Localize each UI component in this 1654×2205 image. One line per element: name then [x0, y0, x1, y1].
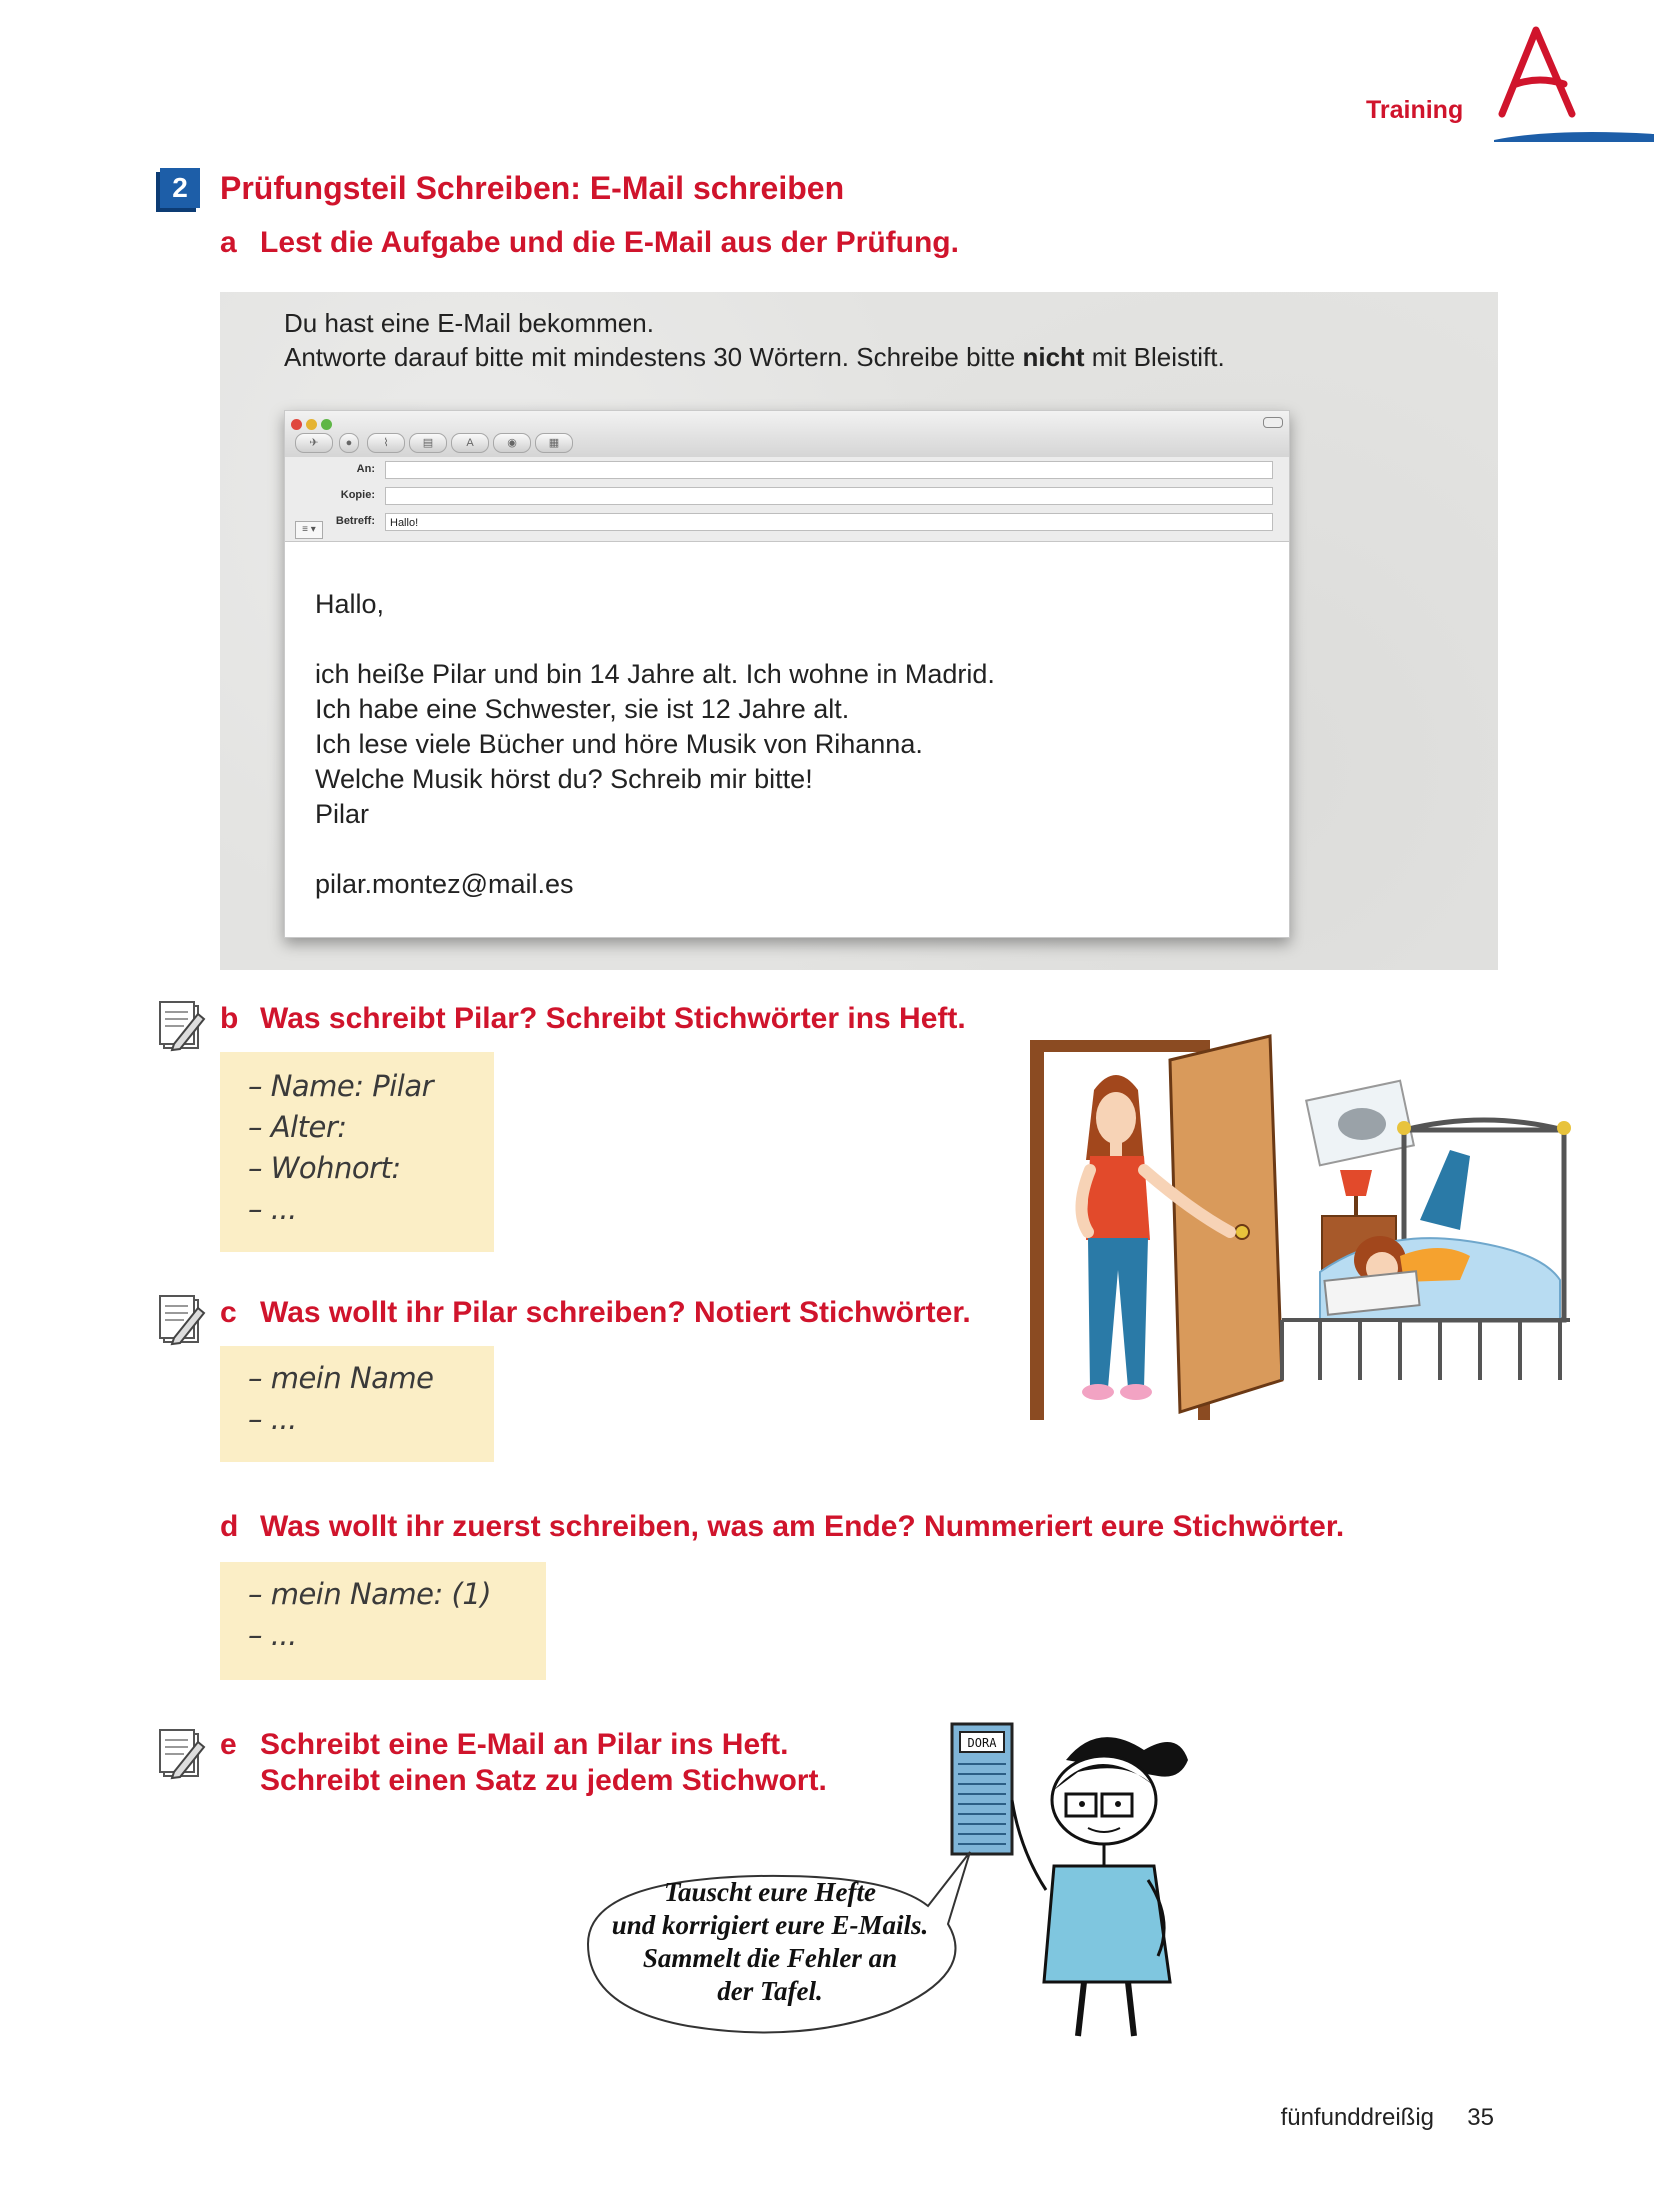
email-line: Hallo,: [315, 589, 385, 619]
email-line: [315, 832, 995, 867]
font-icon[interactable]: A: [451, 433, 489, 453]
instruction-line-2: [284, 342, 1225, 373]
page-number-word: fünfunddreißig: [1280, 2104, 1434, 2131]
notes-b: [248, 1066, 433, 1230]
unit-letter-logo: [1492, 22, 1582, 122]
zoom-window-icon[interactable]: [321, 419, 332, 430]
instruction-emphasis: nicht: [1022, 342, 1085, 372]
email-line: Pilar: [315, 799, 370, 829]
subtask-c-text: Was wollt ihr Pilar schreiben? Notiert Stichwörter.: [260, 1296, 971, 1329]
bubble-line: Tauscht eure Hefte: [664, 1877, 876, 1907]
minimize-window-icon[interactable]: [306, 419, 317, 430]
note-line: – ...: [248, 1402, 297, 1436]
subtask-c-letter: c: [220, 1296, 237, 1329]
email-line: [315, 622, 995, 657]
subtask-a-letter: a: [220, 226, 237, 259]
dora-character: [948, 1720, 1224, 2040]
email-line: Ich habe eine Schwester, sie ist 12 Jahre alt.: [315, 694, 850, 724]
instruction-line-1: Du hast eine E-Mail bekommen.: [284, 308, 654, 338]
subject-field[interactable]: Hallo!: [385, 513, 1273, 531]
note-line: – Alter:: [248, 1110, 347, 1144]
to-field[interactable]: [385, 461, 1273, 479]
page-number: 35: [1467, 2104, 1494, 2131]
header-stripe: [1494, 128, 1654, 142]
send-icon[interactable]: ✈: [295, 433, 333, 453]
header-menu-button[interactable]: ≡ ▾: [295, 521, 323, 539]
note-line: – Name: Pilar: [248, 1069, 434, 1103]
email-window: [284, 410, 1290, 938]
email-header-fields: [285, 457, 1289, 542]
notebook-pencil-icon: [158, 1000, 208, 1052]
task-title: Prüfungsteil Schreiben: E-Mail schreiben: [220, 170, 845, 206]
subject-label: Betreff:: [335, 515, 375, 527]
email-body: [315, 587, 995, 902]
subtask-b-text: Was schreibt Pilar? Schreibt Stichwörter ins Heft.: [260, 1002, 966, 1035]
instruction-line-2-start: Antworte darauf bitte mit mindestens 30 Wörtern. Schreibe bitte: [284, 342, 1023, 372]
task-number-badge: 2: [160, 168, 200, 208]
bubble-line: und korrigiert eure E-Mails.: [611, 1910, 929, 1940]
colors-icon[interactable]: ◉: [493, 433, 531, 453]
subtask-e-text-1: Schreibt eine E-Mail an Pilar ins Heft.: [260, 1728, 789, 1761]
subtask-e-letter: e: [220, 1728, 237, 1761]
close-window-icon[interactable]: [291, 419, 302, 430]
notes-d: [248, 1574, 491, 1656]
attach-icon[interactable]: ⌇: [367, 433, 405, 453]
unit-letter: A: [1537, 82, 1538, 83]
bubble-line: Sammelt die Fehler an: [642, 1943, 898, 1973]
address-icon[interactable]: ▤: [409, 433, 447, 453]
email-line: pilar.montez@mail.es: [315, 869, 574, 899]
photo-browser-icon[interactable]: ▦: [535, 433, 573, 453]
instruction-line-2-end: mit Bleistift.: [1084, 342, 1225, 372]
to-label: An:: [356, 463, 375, 475]
email-toolbar: [285, 411, 1289, 458]
cc-field[interactable]: [385, 487, 1273, 505]
subtask-e-text-2: Schreibt einen Satz zu jedem Stichwort.: [260, 1764, 827, 1797]
notebook-pencil-icon: [158, 1294, 208, 1346]
notebook-pencil-icon: [158, 1728, 208, 1780]
subtask-a-text: Lest die Aufgabe und die E-Mail aus der Prüfung.: [260, 226, 959, 259]
subtask-d-text: Was wollt ihr zuerst schreiben, was am Ende? Nummeriert eure Stichwörter.: [260, 1510, 1345, 1543]
email-line: ich heiße Pilar und bin 14 Jahre alt. Ich wohne in Madrid.: [315, 659, 995, 689]
note-line: – ...: [248, 1192, 297, 1226]
note-line: – Wohnort:: [248, 1151, 401, 1185]
subtask-d-letter: d: [220, 1510, 239, 1543]
toolbar-toggle-icon[interactable]: [1263, 417, 1283, 428]
cc-label: Kopie:: [340, 489, 375, 501]
email-line: Welche Musik hörst du? Schreib mir bitte!: [315, 764, 813, 794]
speech-bubble-text: [570, 1876, 970, 2008]
illustration-bedroom: [1020, 1020, 1580, 1420]
email-line: Ich lese viele Bücher und höre Musik von Rihanna.: [315, 729, 923, 759]
note-line: – ...: [248, 1618, 297, 1652]
chat-icon[interactable]: ●: [339, 433, 359, 453]
section-label: Training: [1366, 96, 1464, 124]
note-line: – mein Name: (1): [248, 1577, 492, 1611]
note-line: – mein Name: [248, 1361, 434, 1395]
notes-c: [248, 1358, 434, 1440]
bubble-line: der Tafel.: [717, 1976, 823, 2006]
subtask-b-letter: b: [220, 1002, 239, 1035]
dora-sign-label: DORA: [967, 1736, 997, 1750]
